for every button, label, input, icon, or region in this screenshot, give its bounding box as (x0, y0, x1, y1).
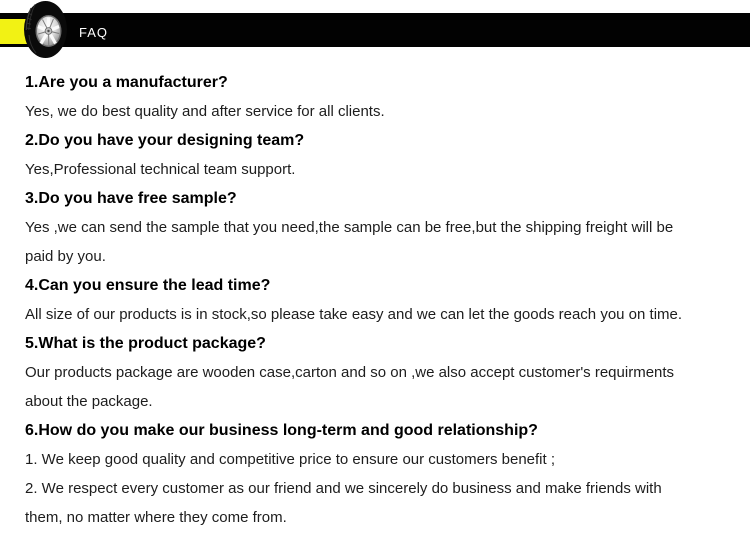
faq-answer-3-line-1: Yes ,we can send the sample that you need,the sample can be free,but the shipping freight will be (25, 219, 674, 236)
header-bar (0, 13, 750, 47)
faq-answer-5-line-1: Our products package are wooden case,carton and so on ,we also accept customer's requirments (25, 364, 675, 381)
faq-question-3: 3.Do you have free sample? (25, 190, 237, 207)
faq-answer-5-line-2: about the package. (25, 393, 153, 410)
faq-answer-6-line-2: 2. We respect every customer as our friend and we sincerely do business and make friends with (25, 480, 662, 497)
faq-answer-6-line-1: 1. We keep good quality and competitive price to ensure our customers benefit ; (25, 451, 556, 468)
faq-question-2: 2.Do you have your designing team? (25, 132, 305, 149)
tire-wheel-icon (24, 1, 67, 58)
faq-question-4: 4.Can you ensure the lead time? (25, 277, 271, 294)
faq-question-6: 6.How do you make our business long-term and good relationship? (25, 422, 538, 439)
faq-question-5: 5.What is the product package? (25, 335, 266, 352)
faq-section-title: FAQ (79, 25, 109, 40)
faq-answer-3-line-2: paid by you. (25, 248, 106, 265)
faq-answer-1-line-1: Yes, we do best quality and after service for all clients. (25, 103, 385, 120)
faq-list (25, 68, 735, 532)
faq-answer-6-line-3: them, no matter where they come from. (25, 509, 287, 526)
faq-answer-2-line-1: Yes,Professional technical team support. (25, 161, 296, 178)
faq-answer-4-line-1: All size of our products is in stock,so please take easy and we can let the goods reach you on time. (25, 306, 683, 323)
faq-question-1: 1.Are you a manufacturer? (25, 74, 228, 91)
